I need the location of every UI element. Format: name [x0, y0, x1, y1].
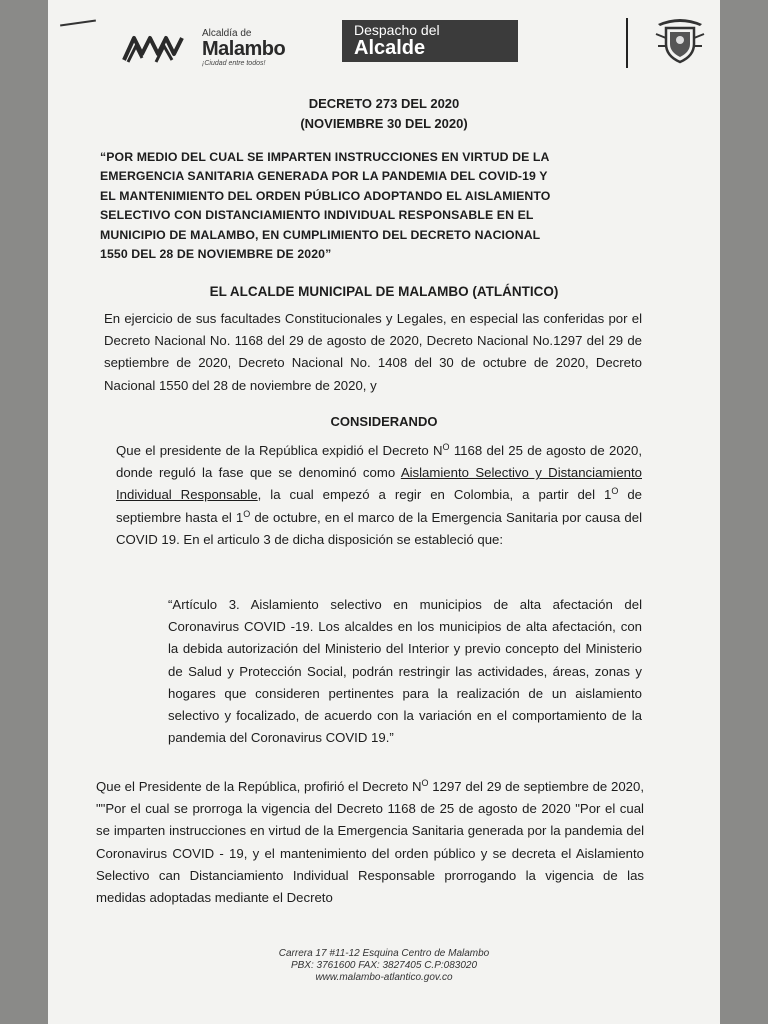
- superscript: O: [421, 778, 429, 788]
- decree-title: [100, 148, 642, 264]
- decree-title-line: 1550 DEL 28 DE NOVIEMBRE DE 2020”: [100, 247, 332, 262]
- considerando-heading: CONSIDERANDO: [330, 414, 438, 429]
- logo-slogan: ¡Ciudad entre todos!: [202, 60, 266, 67]
- footer-line: PBX: 3761600 FAX: 3827405 C.P:083020: [290, 960, 478, 971]
- considerando-paragraph-1: [116, 440, 642, 551]
- decree-title-line: EL MANTENIMIENTO DEL ORDEN PÚBLICO ADOPTANDO EL AISLAMIENTO: [100, 188, 551, 203]
- text-run: 1297 del 29 de septiembre de 2020, ""Por el cual se prorroga la vigencia del Decreto 1168 de 25 de agosto de 2020 "Por el cual se imparten instrucciones en virtud de la Emergencia Sanitaria generada por la pandemia del Coronavirus COVID - 19, y el mantenimiento del orden público y se decreta el Aislamiento Selectivo can Distanciamiento Individual Responsable prorrogando la vigencia de las medidas adoptadas mediante el Decreto: [96, 779, 644, 906]
- superscript: O: [442, 442, 450, 452]
- header-divider: [626, 18, 628, 68]
- text-run: Que el Presidente de la República, profirió el Decreto N: [96, 779, 422, 794]
- considerando-paragraph-2: [96, 776, 644, 909]
- footer-website: www.malambo-atlantico.gov.co: [315, 972, 453, 983]
- decree-number: DECRETO 273 DEL 2020: [308, 96, 460, 111]
- alcalde-heading: EL ALCALDE MUNICIPAL DE MALAMBO (ATLÁNTICO): [209, 284, 559, 299]
- ejercicio-paragraph: En ejercicio de sus facultades Constitucionales y Legales, en especial las conferidas por el Decreto Nacional No. 1168 del 29 de agosto de 2020, Decreto Nacional No.1297 del 29 de septiembre de 2020, Decreto Nacional No. 1408 del 30 de octubre de 2020, Decreto Nacional 1550 del 28 de noviembre de 2020, y: [104, 311, 642, 393]
- text-run: de octubre, en el marco de la Emergencia Sanitaria por causa del COVID 19. En el articulo 3 de dicha disposición se estableció que:: [116, 509, 642, 547]
- decree-date: (NOVIEMBRE 30 DEL 2020): [300, 116, 468, 131]
- despacho-line1: Despacho del: [354, 22, 440, 38]
- decree-title-line: “POR MEDIO DEL CUAL SE IMPARTEN INSTRUCCIONES EN VIRTUD DE LA: [100, 150, 550, 164]
- superscript: O: [611, 486, 619, 497]
- letterhead: [122, 22, 682, 70]
- text-run: de septiembre hasta el 1: [116, 487, 642, 525]
- decree-title-line: SELECTIVO CON DISTANCIAMIENTO INDIVIDUAL RESPONSABLE EN EL: [100, 208, 534, 223]
- footer-line: Carrera 17 #11-12 Esquina Centro de Malambo: [278, 948, 490, 959]
- logo-small-text: Alcaldía de: [202, 28, 252, 39]
- underlined-term: Aislamiento Selectivo y Distanciamiento Individual Responsable: [116, 465, 642, 503]
- pen-mark: [60, 20, 96, 27]
- coat-of-arms-icon: [654, 16, 706, 64]
- text-run: 1168 del 25 de agosto de 2020, donde reguló la fase que se denominó como: [116, 443, 642, 481]
- despacho-badge: [342, 20, 518, 62]
- logo-text: [202, 28, 285, 68]
- article-quote: “Artículo 3. Aislamiento selectivo en municipios de alta afectación del Coronavirus COVID -19. Los alcaldes en los municipios de alta afectación, con la debida autorización del Ministerio del Interior y previo concepto del Ministerio de Salud y Protección Social, podrán restringir las actividades, áreas, zonas y hogares que consideren pertinentes para la realización de un aislamiento selectivo y focalizado, de acuerdo con la variación en el comportamiento de la pandemia del Coronavirus COVID 19.”: [168, 597, 642, 746]
- decree-title-line: MUNICIPIO DE MALAMBO, EN CUMPLIMIENTO DEL DECRETO NACIONAL: [100, 227, 541, 242]
- decree-title-line: EMERGENCIA SANITARIA GENERADA POR LA PANDEMIA DEL COVID-19 Y: [100, 169, 548, 184]
- footer-address: [48, 948, 720, 984]
- document-page: [48, 0, 720, 1024]
- malambo-logo-icon: [122, 32, 186, 64]
- superscript: O: [243, 508, 251, 519]
- text-run: , la cual empezó a regir en Colombia, a partir del 1: [257, 487, 612, 503]
- despacho-line2: Alcalde: [354, 37, 426, 59]
- text-run: Que el presidente de la República expidió el Decreto N: [116, 443, 443, 458]
- logo-big-text: Malambo: [202, 38, 286, 60]
